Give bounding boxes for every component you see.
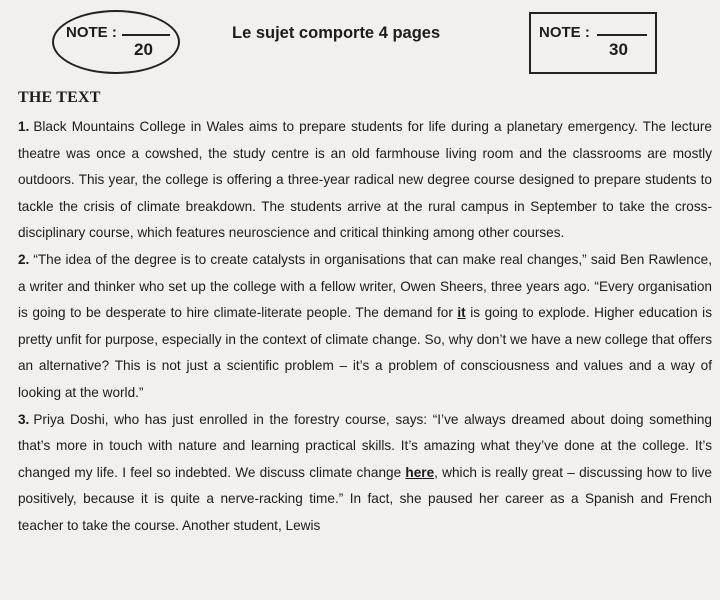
note-label-left: NOTE : [66, 24, 117, 41]
note-denominator-right: 30 [609, 40, 628, 59]
paragraph-text: “The idea of the degree is to create catalysts in organisations that can make real changes,” said Ben Rawlence, a writer and thinker who set up the college with a fellow writer, Owen Sheers, three years ago. “Every organisation is going to be desperate to hire climate-literate people. The demand for [18, 251, 712, 321]
note-oval-left [52, 10, 180, 74]
paragraph-text: Black Mountains College in Wales aims to prepare students for life during a planetary emergency. The lecture theatre was once a cowshed, the study centre is an old farmhouse living room and the classrooms are mostly outdoors. This year, the college is offering a three-year radical new degree course designed to prepare students to tackle the crisis of climate breakdown. The students arrive at the rural campus in September to take the cross-disciplinary course, which features neuroscience and critical thinking among other courses. [18, 119, 712, 241]
exam-header [0, 0, 720, 90]
paragraph-2 [18, 247, 712, 407]
paragraph-1 [18, 114, 712, 247]
paragraph-text: , which is really great – discussing how to live positively, because it is quite a nerve-racking time.” In fact, she paused her career as a Spanish and French teacher to take the course. Another student, Lewis [18, 464, 712, 533]
paragraph-text: is going to explode. Higher education is pretty unfit for purpose, especially in the context of climate change. So, why don’t we have a new college that offers an alternative? This is not just a scientific problem – it’s a problem of consciousness and values and a way of looking at the world.” [18, 305, 712, 400]
paragraph-number: 2. [18, 251, 30, 267]
underlined-word: it [457, 305, 466, 321]
note-denominator-left: 20 [134, 40, 153, 59]
note-line-left [122, 34, 170, 36]
underlined-word: here [405, 464, 435, 480]
section-title: THE TEXT [18, 89, 101, 106]
note-label-right: NOTE : [539, 24, 590, 41]
paragraph-number: 3. [18, 411, 30, 427]
page-count-title: Le sujet comporte 4 pages [232, 24, 441, 42]
paragraph-text: Priya Doshi, who has just enrolled in the forestry course, says: “I’ve always dreamed about doing something that’s more in touch with nature and learning practical skills. It’s amazing what they’ve done at the college. It’s changed my life. I feel so indebted. We discuss climate change [18, 411, 712, 480]
note-line-right [597, 34, 647, 36]
paragraph-3 [18, 407, 712, 540]
paragraph-number: 1. [18, 119, 30, 134]
note-box-right [529, 12, 657, 74]
text-body [18, 114, 712, 540]
